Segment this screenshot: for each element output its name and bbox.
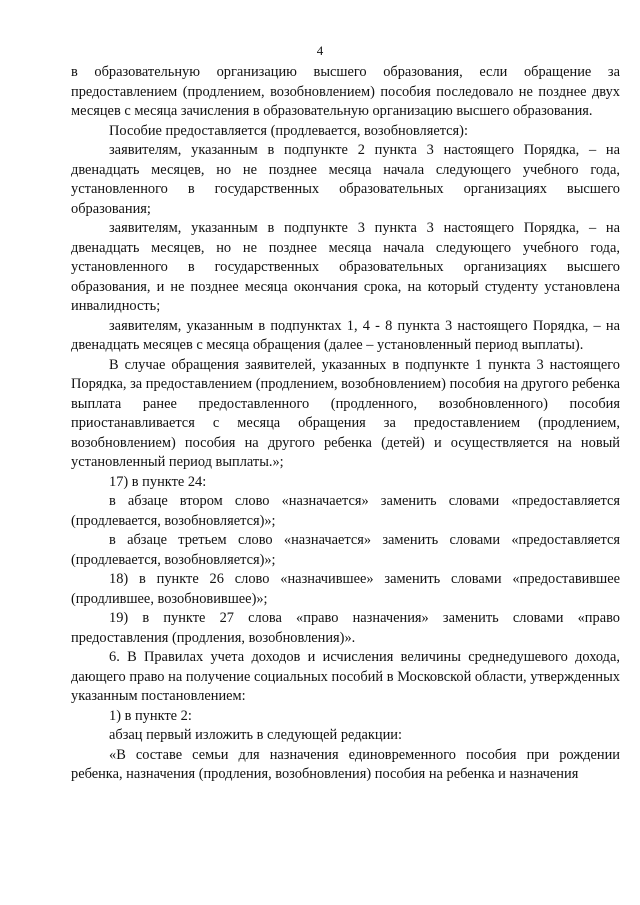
paragraph: 6. В Правилах учета доходов и исчисления величины среднедушевого дохода, дающего право на получение социальных пособий в Московской области, утвержденных указанным постановлением: — [71, 649, 620, 704]
paragraph: заявителям, указанным в подпункте 3 пункта 3 настоящего Порядка, – на двенадцать месяцев, но не позднее месяца начала следующего учебного года, установленного в государственных образовательных организациях высшего образования, и не позднее месяца окончания срока, на который студенту установлена инвалидность; — [71, 220, 620, 314]
paragraph: заявителям, указанным в подпункте 2 пункта 3 настоящего Порядка, – на двенадцать месяцев, но не позднее месяца начала следующего учебного года, установленного в государственных образовательных организациях высшего образования; — [71, 142, 620, 217]
paragraph: в абзаце третьем слово «назначается» заменить словами «предоставляется (продлевается, возобновляется)»; — [71, 532, 620, 568]
page-number: 4 — [316, 43, 324, 58]
paragraph: 18) в пункте 26 слово «назначившее» заменить словами «предоставившее (продлившее, возобновившее)»; — [71, 571, 620, 607]
paragraph: В случае обращения заявителей, указанных в подпункте 1 пункта 3 настоящего Порядка, за предоставлением (продлением, возобновлением) пособия на другого ребенка выплата ранее предоставленного (продленного, возобновленного) пособия приостанавливается с месяца обращения за предоставлением (продлением, возобновлением) пособия на другого ребенка (детей) и осуществляется на новый установленный период выплаты.»; — [71, 356, 620, 470]
paragraph: в абзаце втором слово «назначается» заменить словами «предоставляется (продлевается, возобновляется)»; — [71, 493, 620, 529]
paragraph: «В составе семьи для назначения единовременного пособия при рождении ребенка, назначения (продления, возобновления) пособия на ребенка и назначения — [71, 746, 620, 782]
paragraph: 17) в пункте 24: — [109, 473, 207, 490]
paragraph: абзац первый изложить в следующей редакции: — [109, 727, 403, 743]
paragraph: Пособие предоставляется (продлевается, возобновляется): — [109, 122, 468, 139]
paragraph: 19) в пункте 27 слова «право назначения» заменить словами «право предоставления (продления, возобновления)». — [71, 610, 620, 646]
paragraph: 1) в пункте 2: — [109, 707, 192, 724]
paragraph: заявителям, указанным в подпунктах 1, 4 - 8 пункта 3 настоящего Порядка, – на двенадцать месяцев с месяца обращения (далее – установленный период выплаты). — [71, 317, 620, 353]
paragraph: в образовательную организацию высшего образования, если обращение за предоставлением (продлением, возобновлением) пособия последовало не позднее двух месяцев с месяца зачисления в образовательную организацию высшего образования. — [71, 64, 620, 119]
document-body — [71, 63, 620, 785]
